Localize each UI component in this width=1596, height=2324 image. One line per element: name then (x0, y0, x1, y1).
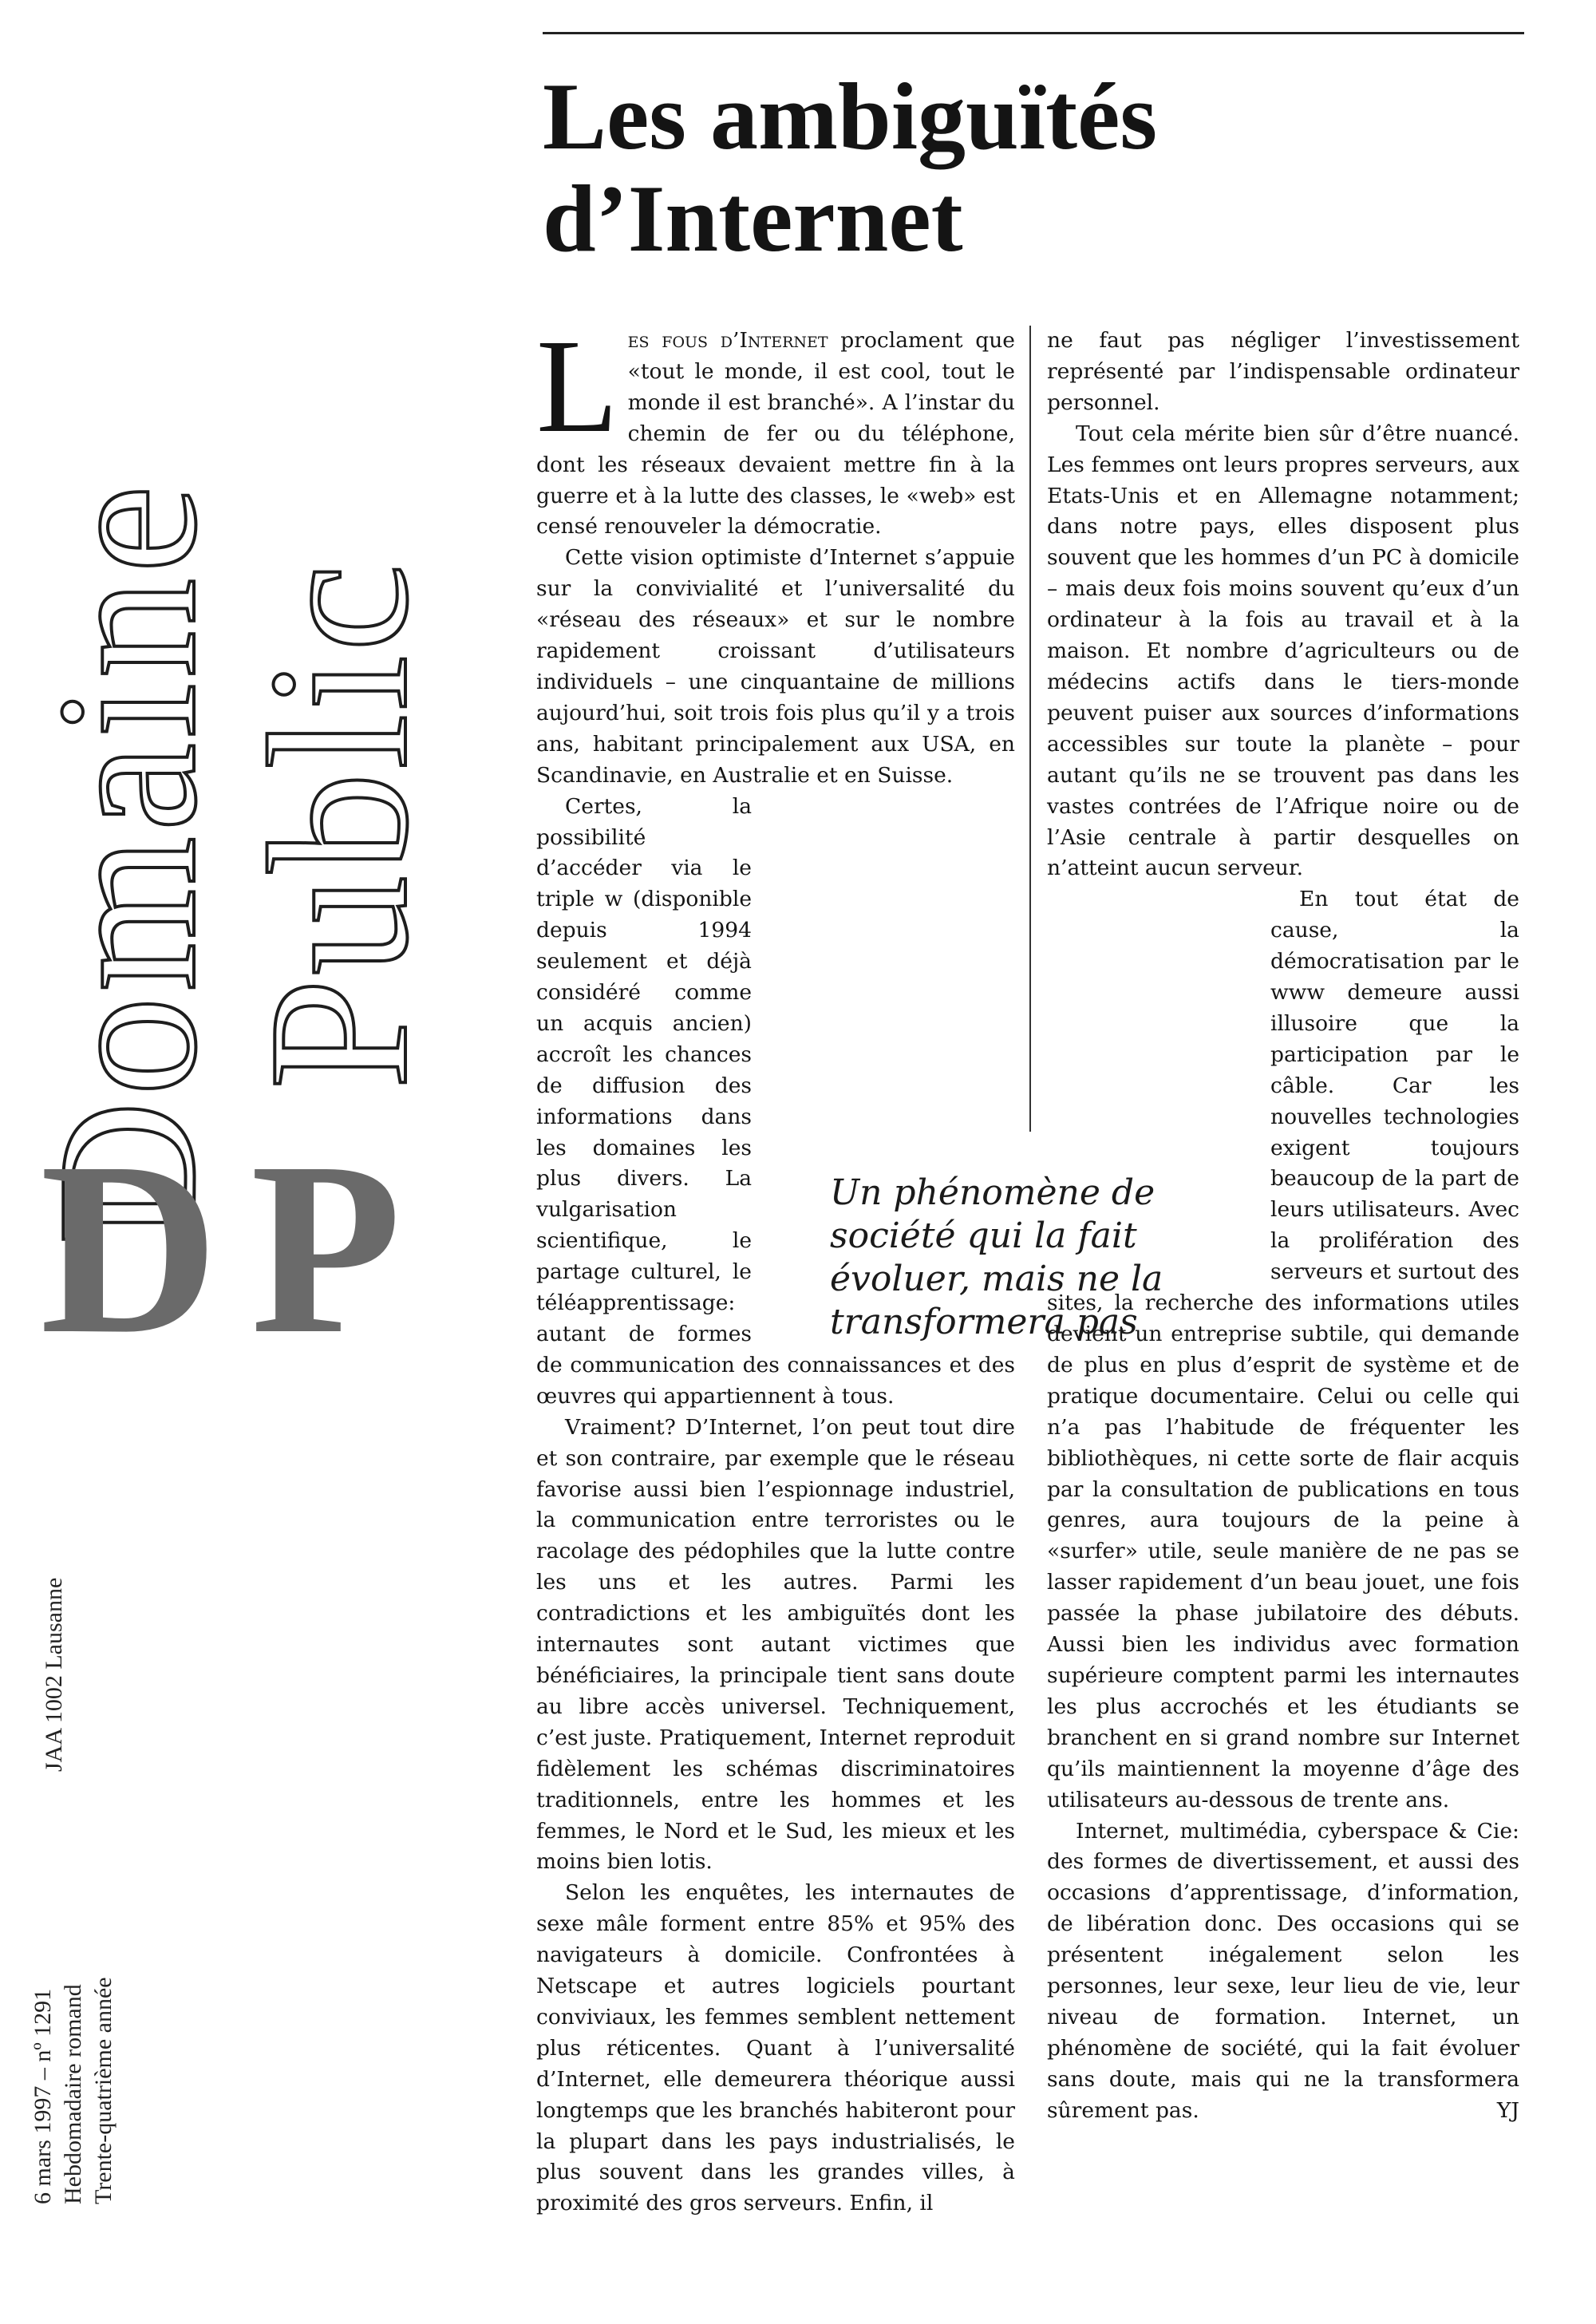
lead-smallcaps: es fous d’Internet (627, 328, 828, 353)
article-title-line-1: Les ambiguïtés (543, 63, 1158, 169)
issue-year: Trente-quatrième année (90, 1977, 117, 2204)
paragraph-text: En tout état de cause, la démocratisation par le www demeure aussi illusoire que la participation par le câble. Car les nouvelles technologies exigent toujours beaucoup de la part de leurs utilisateurs. Avec la prolifération des serveurs et surtout des sites, la recherche des informations utiles devient un entreprise subtile, qui demande de plus en plus d’esprit de système et de pratique documentaire. Celui ou celle qui n’a pas l’habitude de fréquenter les bibliothèques, ni cette sorte de flair acquis par la consultation de publications en tous genres, aura toujours de la peine à «surfer» utile, seule manière de ne pas se lasser rapidement d’un beau jouet, une fois passée la phase jubilatoire des débuts. Aussi bien les individus avec formation supérieure comptent parmi les internautes les plus accrochés et les étudiants se branchent en si grand nombre sur Internet qu’ils maintiennent la moyenne d’âge des utilisateurs au-dessous de trente ans. (1047, 887, 1519, 1812)
pull-quote-line: transformera pas (830, 1302, 1138, 1342)
paragraph: Cette vision optimiste d’Internet s’appuie sur la convivialité et l’universalité du «réseau des réseaux» et sur le nombre rapidement croissant d’utilisateurs individuels – une cinquantaine de millions aujourd’hui, soit trois fois plus qu’il y a trois ans, habitant principalement aux USA, en Scandinavie, en Australie et en Suisse. (536, 545, 1015, 788)
paragraph (536, 312, 1015, 543)
issue-frequency: Hebdomadaire romand (60, 1984, 86, 2204)
article-title (543, 65, 1524, 270)
article-title-line-2: d’Internet (543, 165, 963, 271)
paragraph-text: proclament que «tout le monde, il est cool, tout le monde il est branché». A l’instar du chemin de fer ou du téléphone, dont les réseaux devaient mettre fin à la guerre et à la lutte des classes, le «web» est censé renouveler la démocratie. (536, 328, 1015, 540)
issue-info (28, 1977, 119, 2204)
paragraph: ne faut pas négliger l’investissement représenté par l’indispensable ordinateur personnel. (1047, 328, 1519, 415)
paragraph-text: Certes, la possibilité d’accéder via le triple w (disponible depuis 1994 seulement et déjà considéré comme un acquis ancien) accroît les chances de diffusion des informations dans les domaines les plus divers. La vulgarisation scientifique, le partage culturel, le téléapprentissage: autant de formes de communication des connaissances et des œuvres qui appartiennent à tous. (536, 793, 1015, 1409)
jaa-line: JAA 1002 Lausanne (41, 1577, 67, 1772)
paragraph (1047, 1816, 1519, 2127)
paragraph-text: Internet, multimédia, cyberspace & Cie: des formes de divertissement, et aussi des occasions d’apprentissage, d’information, de libération donc. Des occasions qui se présentent inégalement selon les personnes, leur sexe, leur lieu de vie, leur niveau de formation. Internet, un phénomène de société, qui la fait évoluer sans doute, mais qui ne la transformera sûrement pas. (1047, 1818, 1519, 2123)
masthead-dp-logo (40, 1112, 434, 1385)
column-divider (1029, 326, 1031, 1132)
drop-cap: L (536, 312, 618, 460)
paragraph: Tout cela mérite bien sûr d’être nuancé. Les femmes ont leurs propres serveurs, aux Etats-Unis et en Allemagne notamment; dans notre pays, elles disposent plus souvent que les hommes d’un PC à domicile – mais deux fois moins souvent qu’eux d’un ordinateur à la fois au travail et à la maison. Et nombre d’agriculteurs ou de médecins actifs dans le tiers-monde peuvent puiser aux sources d’informations accessibles sur toute la planète – pour autant qu’ils ne se trouvent pas dans les vastes contrées de l’Afrique noire ou de l’Asie centrale à partir desquelles on n’atteint aucun serveur. (1047, 421, 1519, 881)
masthead-public: Public (228, 560, 449, 1089)
paragraph (1047, 884, 1519, 1816)
pull-quote-line: société qui la fait (830, 1215, 1137, 1256)
pull-quote (830, 1172, 1229, 1344)
author-signature: YJ (1496, 2097, 1519, 2123)
masthead (0, 0, 511, 2324)
masthead-dp-letters: DP (40, 1112, 434, 1385)
issue-date-number: 6 mars 1997 – nº 1291 (30, 1988, 56, 2204)
pull-quote-line: évoluer, mais ne la (830, 1259, 1163, 1299)
paragraph: Vraiment? D’Internet, l’on peut tout dire et son contraire, par exemple que le réseau favorise aussi bien l’espionnage industriel, la communication entre terroristes ou le racolage des pédophiles que la lutte contre les uns et les autres. Parmi les contradictions et les ambiguïtés dont les internautes sont autant victimes que bénéficiaires, la principale tient sans doute au libre accès universel. Techniquement, c’est juste. Pratiquement, Internet reproduit fidèlement les schémas discriminatoires traditionnels, entre les hommes et les femmes, le Nord et le Sud, les mieux et les moins bien lotis. (536, 1414, 1015, 1875)
top-rule (543, 32, 1524, 34)
paragraph: Selon les enquêtes, les internautes de sexe mâle forment entre 85% et 95% des navigateurs à domicile. Confrontées à Netscape et autres logiciels pourtant conviviaux, les femmes semblent nettement plus réticentes. Quant à l’universalité d’Internet, elle demeurera théorique aussi longtemps que les branchés habiteront pour la plupart dans les pays industrialisés, le plus souvent dans les grandes villes, à proximité des gros serveurs. Enfin, il (536, 1880, 1015, 2216)
masthead-domaine: Domaine (17, 480, 238, 1245)
pull-quote-line: Un phénomène de (830, 1172, 1156, 1213)
